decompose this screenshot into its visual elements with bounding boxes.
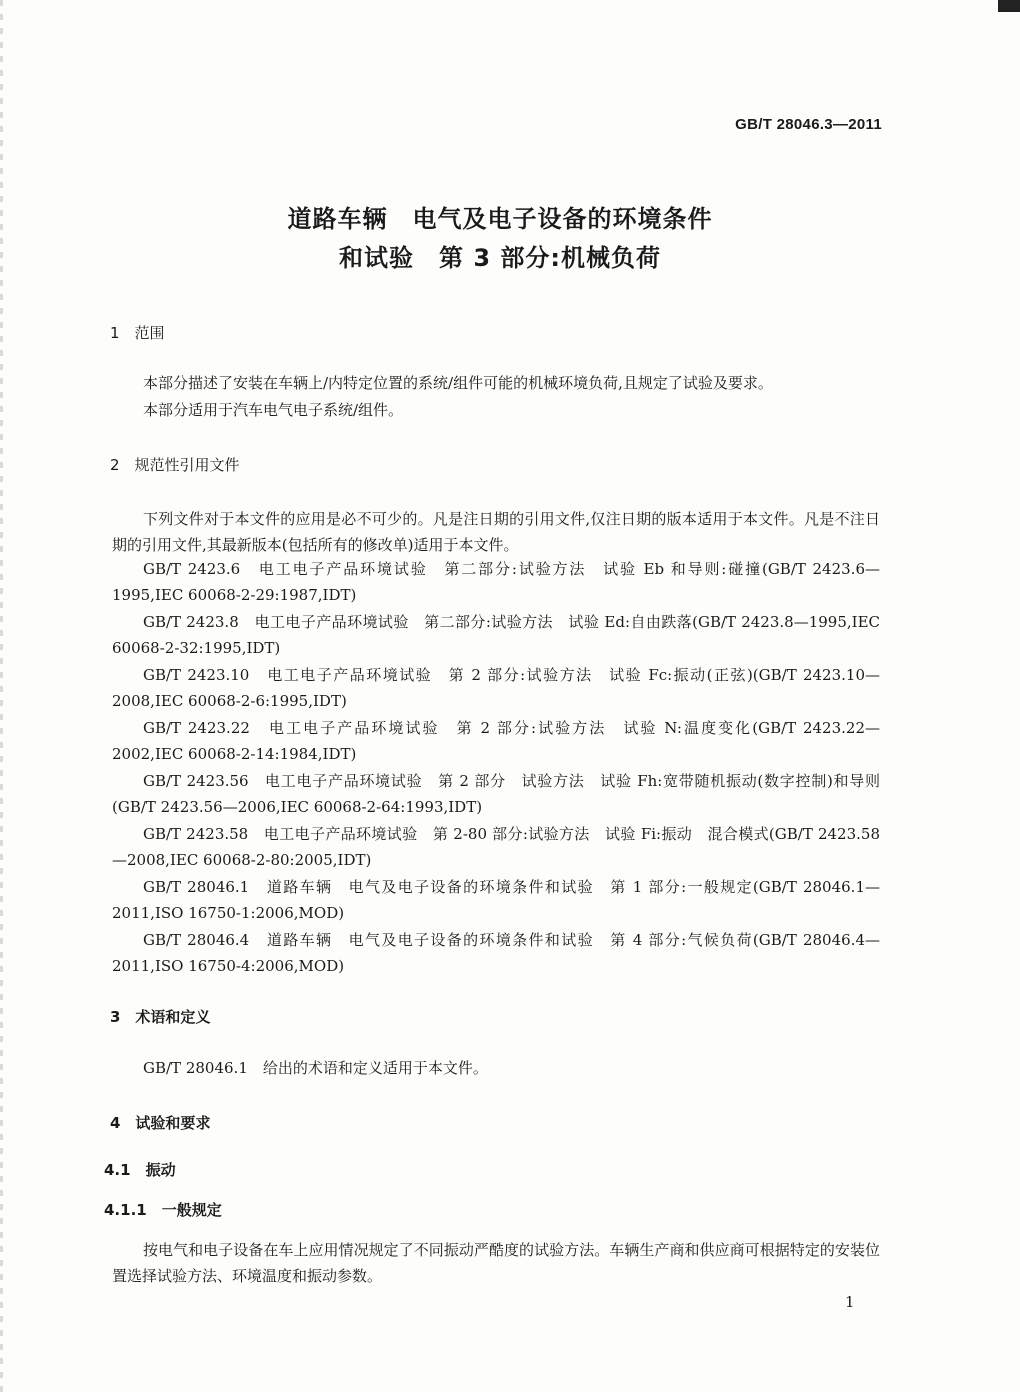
reference-item: GB/T 2423.8 电工电子产品环境试验 第二部分:试验方法 试验 Ed:自由跌落(GB/T 2423.8—1995,IEC 60068-2-32:1995,IDT) [112,613,880,657]
reference-item: GB/T 2423.22 电工电子产品环境试验 第 2 部分:试验方法 试验 N:温度变化(GB/T 2423.22—2002,IEC 60068-2-14:1984,IDT) [112,719,880,763]
terms-paragraph: GB/T 28046.1 给出的术语和定义适用于本文件。 [143,1059,488,1077]
standard-code: GB/T 28046.3—2011 [735,116,882,133]
section-3-heading: 3 术语和定义 [110,1008,211,1026]
scan-corner-mark [998,0,1020,12]
section-4-1-heading: 4.1 振动 [104,1161,176,1179]
page-number: 1 [845,1293,855,1311]
section-4-1-1-heading: 4.1.1 一般规定 [104,1201,222,1219]
reference-item: GB/T 2423.10 电工电子产品环境试验 第 2 部分:试验方法 试验 Fc:振动(正弦)(GB/T 2423.10—2008,IEC 60068-2-6:1995,IDT) [112,666,880,710]
normative-intro: 下列文件对于本文件的应用是必不可少的。凡是注日期的引用文件,仅注日期的版本适用于本文件。凡是不注日期的引用文件,其最新版本(包括所有的修改单)适用于本文件。 [112,510,880,554]
general-paragraph: 按电气和电子设备在车上应用情况规定了不同振动严酷度的试验方法。车辆生产商和供应商可根据特定的安装位置选择试验方法、环境温度和振动参数。 [112,1241,880,1285]
reference-item: GB/T 28046.4 道路车辆 电气及电子设备的环境条件和试验 第 4 部分:气候负荷(GB/T 28046.4—2011,ISO 16750-4:2006,MOD) [112,931,880,975]
scope-paragraph-1: 本部分描述了安装在车辆上/内特定位置的系统/组件可能的机械环境负荷,且规定了试验及要求。 [143,374,773,392]
document-title-line1: 道路车辆 电气及电子设备的环境条件 [287,205,713,233]
scope-paragraph-2: 本部分适用于汽车电气电子系统/组件。 [143,401,404,419]
section-4-heading: 4 试验和要求 [110,1114,211,1132]
reference-item: GB/T 2423.58 电工电子产品环境试验 第 2-80 部分:试验方法 试验 Fi:振动 混合模式(GB/T 2423.58—2008,IEC 60068-2-80:2005,IDT) [112,825,880,869]
section-1-heading: 1 范围 [110,324,165,342]
reference-item: GB/T 28046.1 道路车辆 电气及电子设备的环境条件和试验 第 1 部分:一般规定(GB/T 28046.1—2011,ISO 16750-1:2006,MOD) [112,878,880,922]
reference-item: GB/T 2423.56 电工电子产品环境试验 第 2 部分 试验方法 试验 Fh:宽带随机振动(数字控制)和导则(GB/T 2423.56—2006,IEC 60068-2-64:1993,IDT) [112,772,880,816]
reference-item: GB/T 2423.6 电工电子产品环境试验 第二部分:试验方法 试验 Eb 和导则:碰撞(GB/T 2423.6—1995,IEC 60068-2-29:1987,IDT) [112,560,880,604]
document-title-line2: 和试验 第 3 部分:机械负荷 [338,244,661,272]
section-2-heading: 2 规范性引用文件 [110,456,240,474]
